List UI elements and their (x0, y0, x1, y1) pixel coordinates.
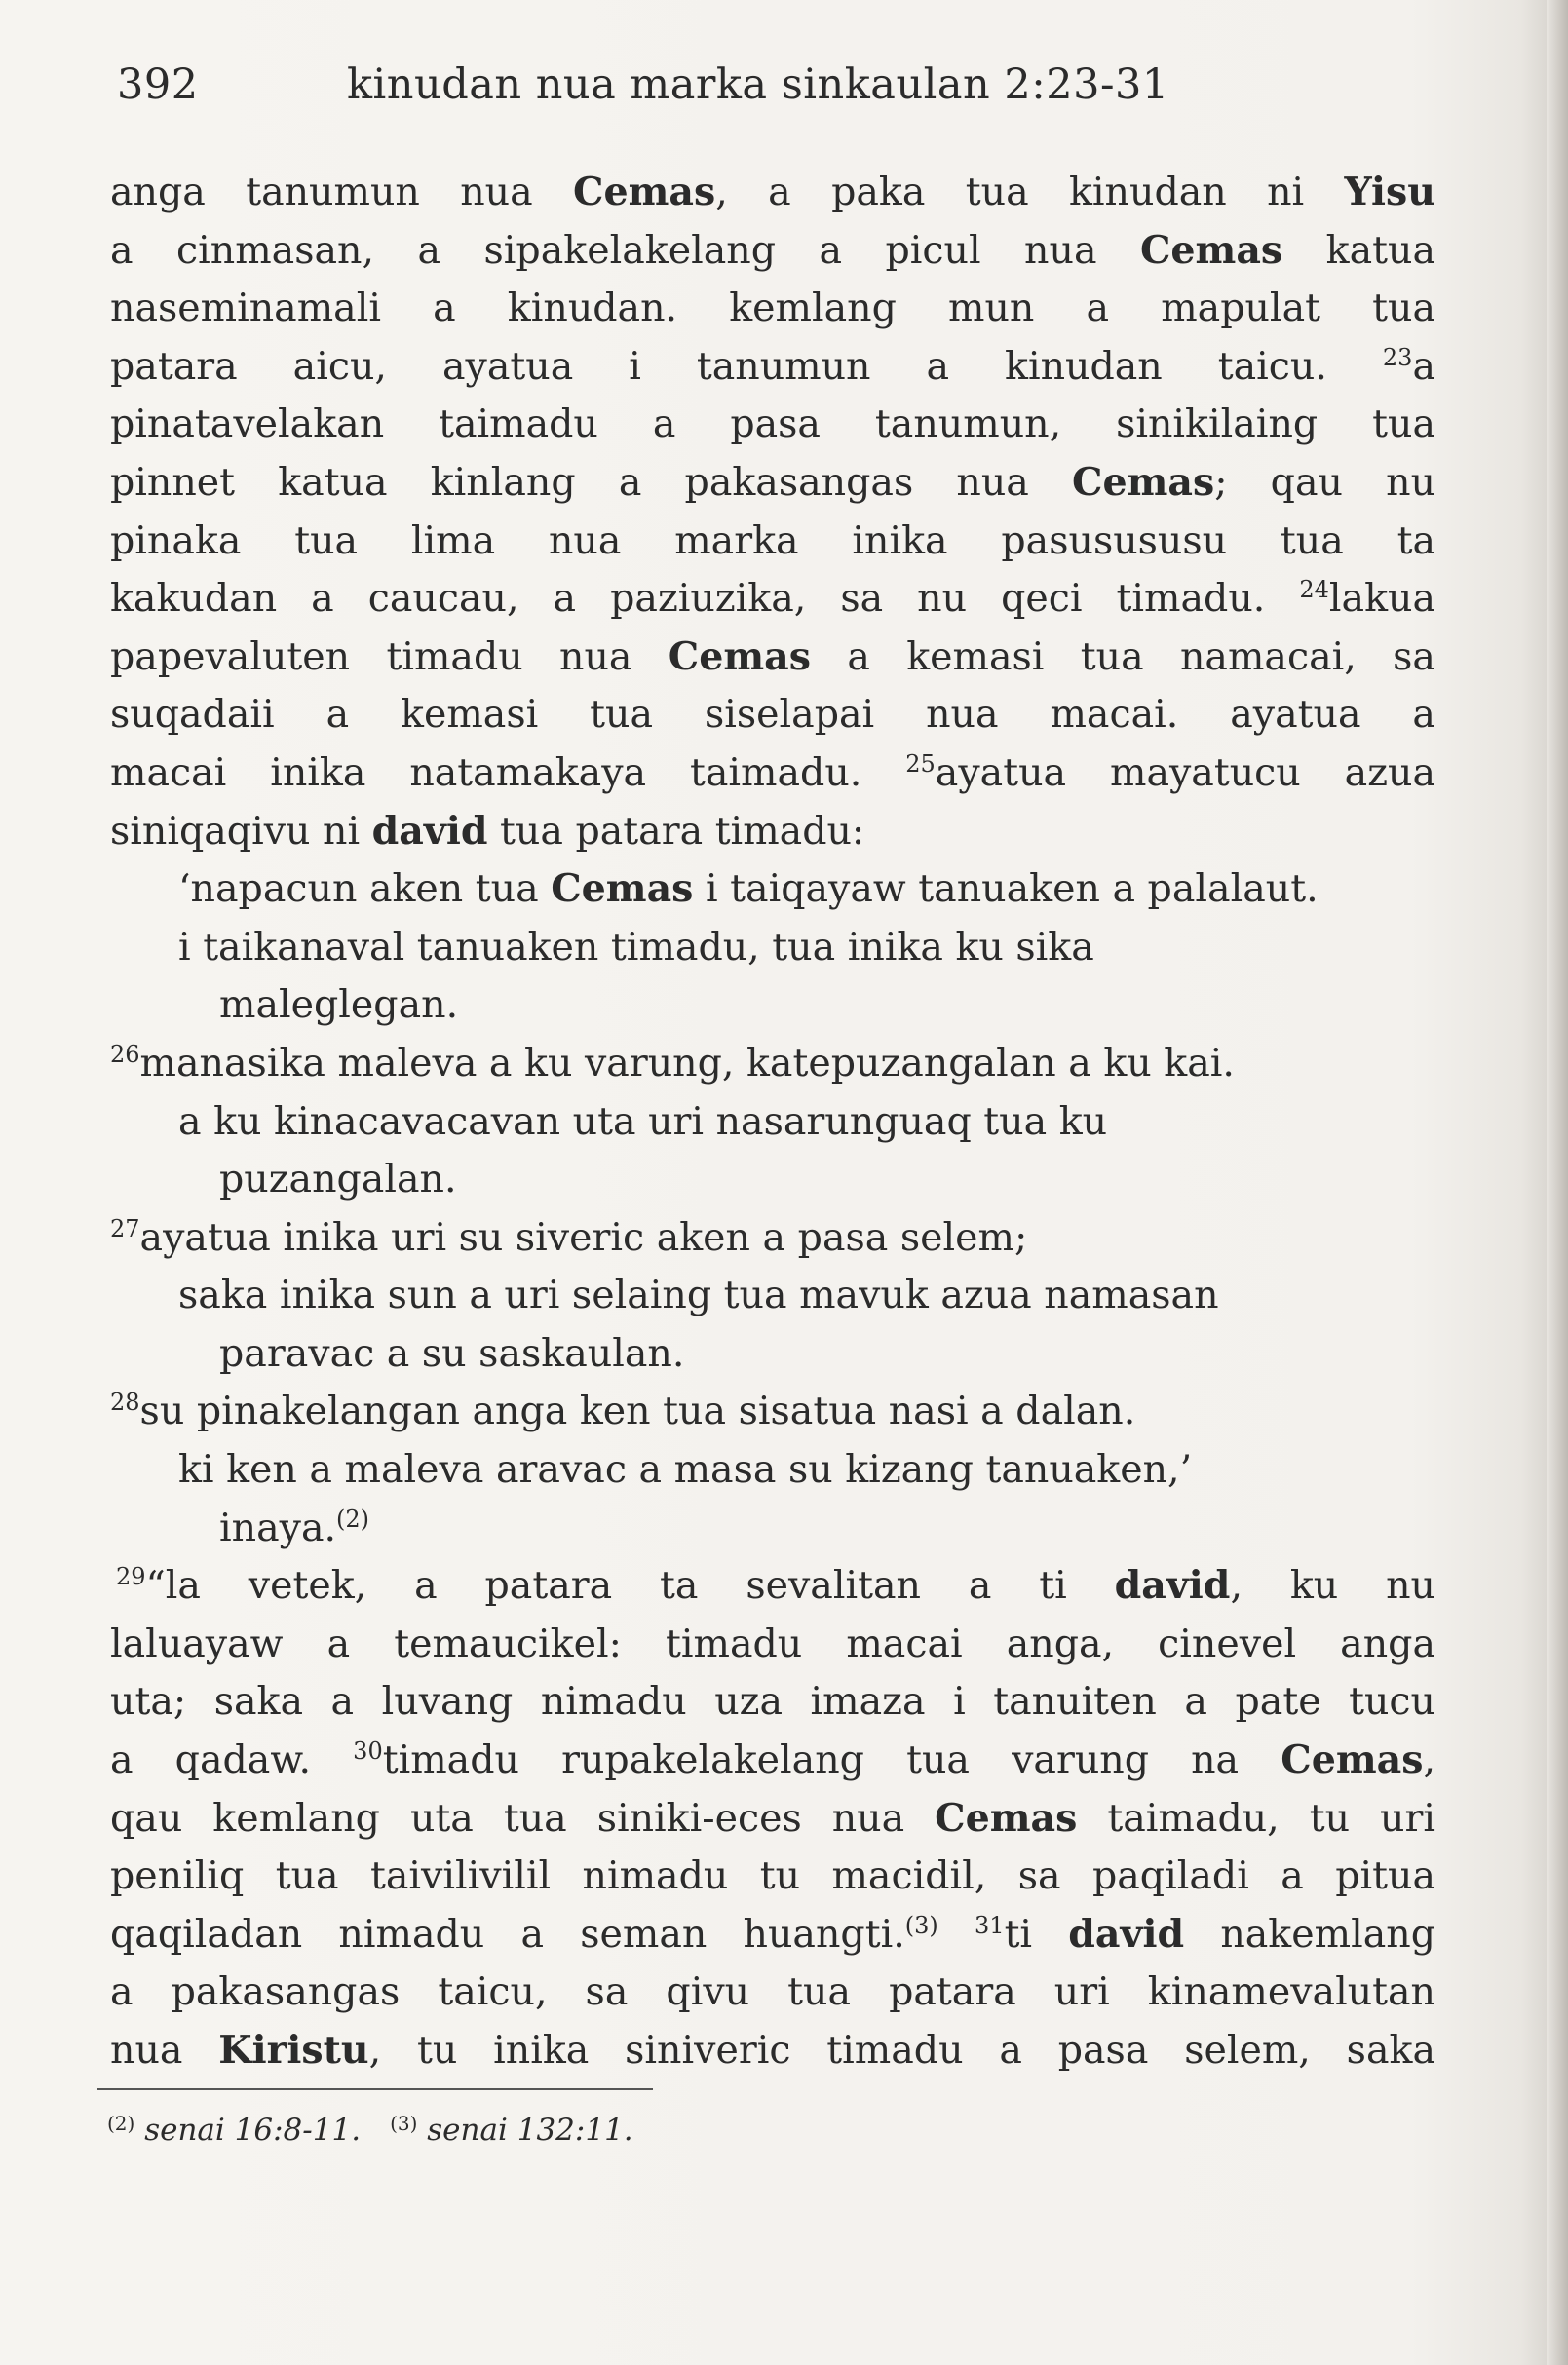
text-line: naseminamali a kinudan. kemlang mun a mapulat tua (110, 286, 1435, 331)
text-line: $^{29}$“la vetek, a patara ta sevalitan a ti david, ku nu (116, 1563, 1435, 1609)
footnote (390, 2113, 633, 2148)
footnotes (107, 2113, 663, 2148)
text-line: $^{26}$manasika maleva a ku varung, katepuzangalan a ku kai. (110, 1040, 1235, 1086)
text-line: suqadaii a kemasi tua siselapai nua macai. ayatua a (110, 692, 1435, 738)
text-line: maleglegan. (219, 982, 459, 1028)
text-line: $^{28}$su pinakelangan anga ken tua sisatua nasi a dalan. (110, 1389, 1136, 1434)
footnote (107, 2113, 361, 2148)
text-line: laluayaw a temaucikel: timadu macai anga, cinevel anga (110, 1621, 1435, 1666)
footnote-marker: (2) (107, 2112, 135, 2135)
text-line: kakudan a caucau, a paziuzika, sa nu qeci timadu. $^{24}$lakua (110, 576, 1435, 622)
text-line: qau kemlang uta tua siniki-eces nua Cemas taimadu, tu uri (110, 1795, 1435, 1841)
footnote-marker: (3) (390, 2112, 418, 2135)
text-line: pinnet katua kinlang a pakasangas nua Cemas; qau nu (110, 459, 1435, 505)
text-line: macai inika natamakaya taimadu. $^{25}$ayatua mayatucu azua (110, 749, 1435, 795)
text-line: puzangalan. (219, 1157, 457, 1202)
text-line: uta; saka a luvang nimadu uza imaza i tanuiten a pate tucu (110, 1679, 1435, 1725)
text-line: a cinmasan, a sipakelakelang a picul nua Cemas katua (110, 227, 1435, 273)
text-line: ‘napacun aken tua Cemas i taiqayaw tanuaken a palalaut. (178, 866, 1319, 912)
text-line: i taikanaval tanuaken timadu, tua inika ku sika (178, 924, 1094, 970)
text-line: a pakasangas taicu, sa qivu tua patara uri kinamevalutan (110, 1969, 1435, 2015)
text-line: papevaluten timadu nua Cemas a kemasi tua namacai, sa (110, 633, 1435, 679)
text-line: ki ken a maleva aravac a masa su kizang tanuaken,’ (178, 1447, 1193, 1493)
page-number: 392 (117, 60, 199, 109)
text-line: a qadaw. $^{30}$timadu rupakelakelang tua varung na Cemas, (110, 1737, 1435, 1783)
footnote-reference: senai 16:8-11. (134, 2113, 362, 2148)
text-line: saka inika sun a uri selaing tua mavuk azua namasan (178, 1273, 1219, 1318)
text-line: qaqiladan nimadu a seman huangti.$^{(3)}$ $^{31}$ti david nakemlang (110, 1911, 1435, 1957)
text-line: a ku kinacavacavan uta uri nasarunguaq tua ku (178, 1098, 1108, 1144)
text-line: anga tanumun nua Cemas, a paka tua kinudan ni Yisu (110, 170, 1435, 214)
footnote-divider (97, 2088, 653, 2090)
body-text (110, 164, 1435, 2080)
text-line: paravac a su saskaulan. (219, 1330, 685, 1376)
text-line: pinaka tua lima nua marka inika pasusususu tua ta (110, 517, 1435, 563)
text-line: nua Kiristu, tu inika siniveric timadu a pasa selem, saka (110, 2028, 1435, 2073)
text-line: peniliq tua taivilivilil nimadu tu macidil, sa paqiladi a pitua (110, 1853, 1435, 1899)
book-spine-shadow (1547, 0, 1568, 2365)
text-line: $^{27}$ayatua inika uri su siveric aken a pasa selem; (110, 1214, 1028, 1260)
text-line: patara aicu, ayatua i tanumun a kinudan taicu. $^{23}$a (110, 343, 1435, 389)
running-title: kinudan nua marka sinkaulan 2:23-31 (347, 60, 1169, 109)
footnote-reference: senai 132:11. (417, 2113, 633, 2148)
text-line: siniqaqivu ni david tua patara timadu: (110, 808, 865, 854)
text-line: pinatavelakan taimadu a pasa tanumun, sinikilaing tua (110, 401, 1435, 447)
text-line: inaya.$^{(2)}$ (219, 1505, 370, 1550)
